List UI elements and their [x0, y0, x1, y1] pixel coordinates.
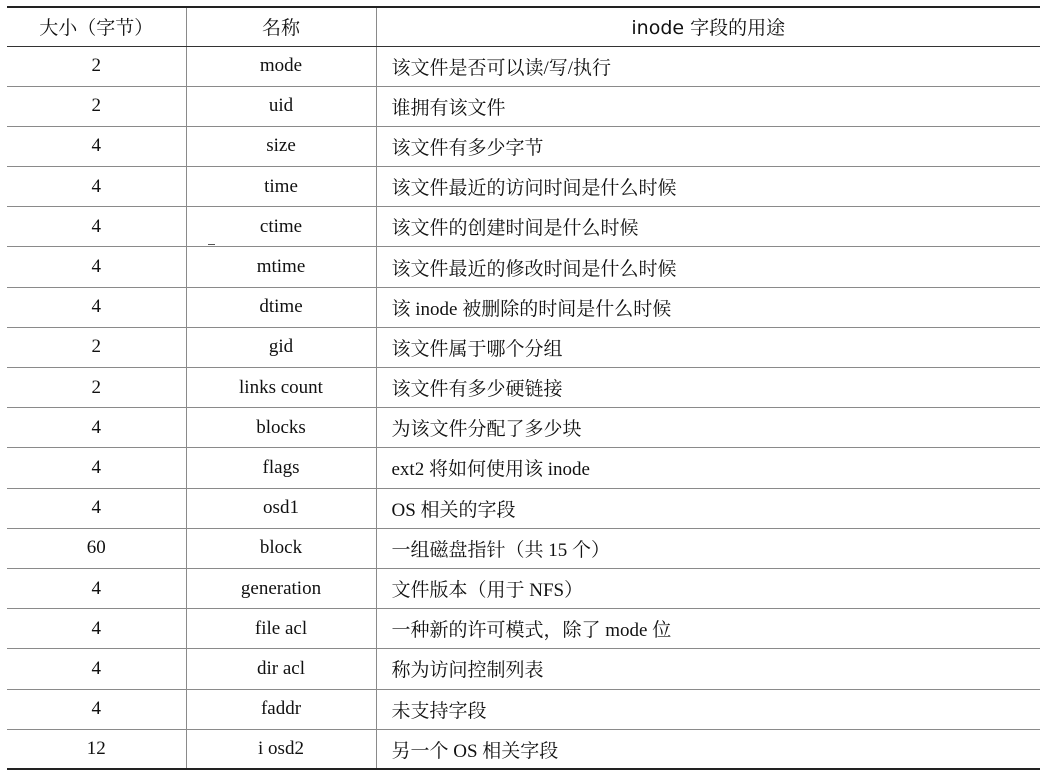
cell-size: 4	[7, 207, 186, 247]
cell-purpose: 该文件有多少硬链接	[376, 368, 1040, 408]
cell-name: dir acl	[186, 649, 376, 689]
cell-size: 4	[7, 247, 186, 287]
table-row	[7, 287, 1040, 327]
cell-purpose: 一组磁盘指针（共 15 个）	[376, 528, 1040, 568]
cell-name: links count	[186, 368, 376, 408]
cell-purpose: 为该文件分配了多少块	[376, 408, 1040, 448]
cell-name: size	[186, 126, 376, 166]
cell-name: dtime	[186, 287, 376, 327]
header-name: 名称	[186, 7, 376, 46]
table-row	[7, 46, 1040, 86]
header-row	[7, 7, 1040, 46]
cell-size: 4	[7, 126, 186, 166]
cell-purpose: 该文件有多少字节	[376, 126, 1040, 166]
cell-size: 4	[7, 689, 186, 729]
table-row	[7, 568, 1040, 608]
cell-purpose: OS 相关的字段	[376, 488, 1040, 528]
cell-size: 2	[7, 86, 186, 126]
inode-fields-table-container	[7, 6, 1040, 770]
table-header	[7, 7, 1040, 46]
cell-size: 4	[7, 488, 186, 528]
cell-purpose: 另一个 OS 相关字段	[376, 729, 1040, 769]
cell-name: block	[186, 528, 376, 568]
cell-purpose: 该文件的创建时间是什么时候	[376, 207, 1040, 247]
cell-name: gid	[186, 327, 376, 367]
cell-size: 2	[7, 46, 186, 86]
cell-purpose: 该文件是否可以读/写/执行	[376, 46, 1040, 86]
cell-purpose: 该文件属于哪个分组	[376, 327, 1040, 367]
table-row	[7, 247, 1040, 287]
cell-name: osd1	[186, 488, 376, 528]
table-row	[7, 368, 1040, 408]
cell-purpose: 该文件最近的访问时间是什么时候	[376, 167, 1040, 207]
cell-purpose: 该文件最近的修改时间是什么时候	[376, 247, 1040, 287]
cell-name: mtime	[186, 247, 376, 287]
cell-name: mode	[186, 46, 376, 86]
cell-name: file acl	[186, 609, 376, 649]
table-row	[7, 729, 1040, 769]
cell-name: ctime	[186, 207, 376, 247]
table-row	[7, 649, 1040, 689]
header-size: 大小（字节）	[7, 7, 186, 46]
cell-purpose: 谁拥有该文件	[376, 86, 1040, 126]
table-body	[7, 46, 1040, 769]
table-row	[7, 207, 1040, 247]
table-row	[7, 408, 1040, 448]
cell-size: 4	[7, 649, 186, 689]
cell-purpose: 一种新的许可模式，除了 mode 位	[376, 609, 1040, 649]
cell-name: faddr	[186, 689, 376, 729]
table-row	[7, 448, 1040, 488]
header-purpose: inode 字段的用途	[376, 7, 1040, 46]
table-row	[7, 327, 1040, 367]
stray-dash-mark	[208, 244, 215, 245]
inode-fields-table	[7, 6, 1040, 770]
cell-size: 2	[7, 368, 186, 408]
cell-name: generation	[186, 568, 376, 608]
cell-size: 4	[7, 448, 186, 488]
cell-size: 4	[7, 609, 186, 649]
cell-purpose: 该 inode 被删除的时间是什么时候	[376, 287, 1040, 327]
cell-purpose: ext2 将如何使用该 inode	[376, 448, 1040, 488]
table-row	[7, 167, 1040, 207]
table-row	[7, 528, 1040, 568]
cell-name: uid	[186, 86, 376, 126]
table-row	[7, 86, 1040, 126]
cell-size: 4	[7, 287, 186, 327]
table-row	[7, 689, 1040, 729]
table-row	[7, 488, 1040, 528]
cell-purpose: 文件版本（用于 NFS）	[376, 568, 1040, 608]
cell-size: 4	[7, 568, 186, 608]
table-row	[7, 126, 1040, 166]
cell-purpose: 未支持字段	[376, 689, 1040, 729]
cell-name: i osd2	[186, 729, 376, 769]
cell-size: 4	[7, 408, 186, 448]
cell-name: flags	[186, 448, 376, 488]
cell-size: 4	[7, 167, 186, 207]
cell-size: 60	[7, 528, 186, 568]
table-row	[7, 609, 1040, 649]
cell-size: 12	[7, 729, 186, 769]
cell-purpose: 称为访问控制列表	[376, 649, 1040, 689]
cell-name: blocks	[186, 408, 376, 448]
cell-size: 2	[7, 327, 186, 367]
cell-name: time	[186, 167, 376, 207]
